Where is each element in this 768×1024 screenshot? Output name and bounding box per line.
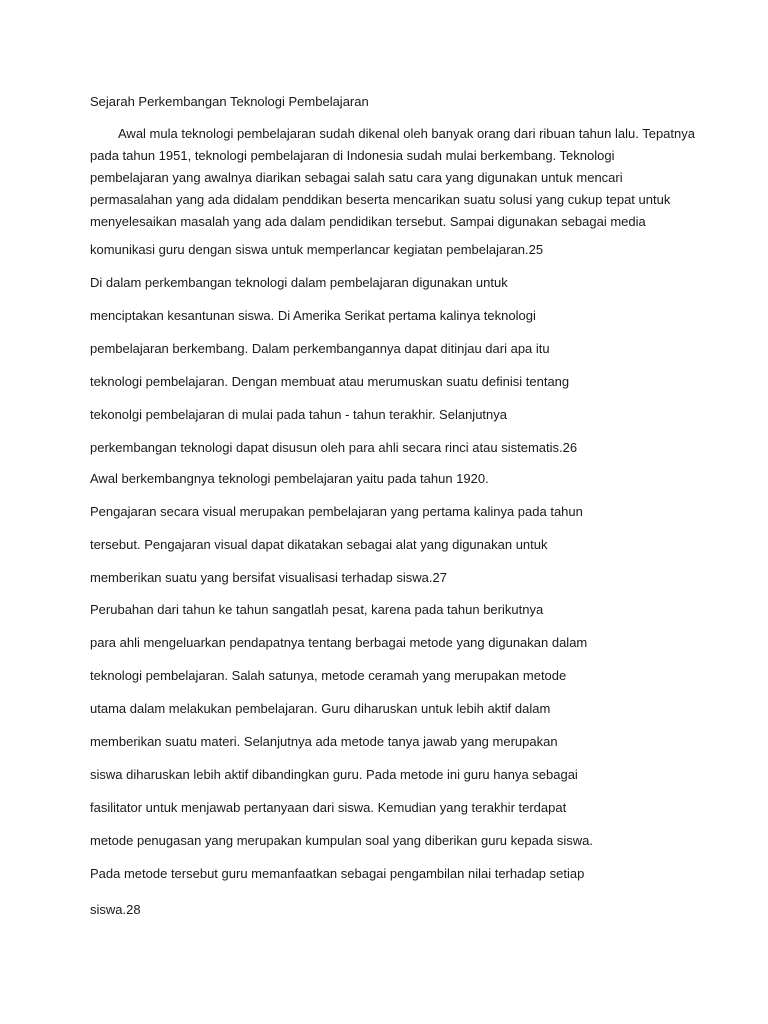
paragraph-line: Pengajaran secara visual merupakan pembelajaran yang pertama kalinya pada tahun <box>90 504 583 519</box>
paragraph-line: para ahli mengeluarkan pendapatnya tentang berbagai metode yang digunakan dalam <box>90 635 588 650</box>
paragraph-line: Awal berkembangnya teknologi pembelajaran yaitu pada tahun 1920. <box>90 471 489 486</box>
paragraph-line: pada tahun 1951, teknologi pembelajaran di Indonesia sudah mulai berkembang. Teknologi <box>90 148 615 163</box>
paragraph-line: utama dalam melakukan pembelajaran. Guru diharuskan untuk lebih aktif dalam <box>90 701 551 716</box>
paragraph-line: pembelajaran yang awalnya diarikan sebagai salah satu cara yang digunakan untuk mencari <box>90 170 623 185</box>
paragraph-line: pembelajaran berkembang. Dalam perkembangannya dapat ditinjau dari apa itu <box>90 341 550 356</box>
paragraph-line: Perubahan dari tahun ke tahun sangatlah pesat, karena pada tahun berikutnya <box>90 602 544 617</box>
paragraph-line: Awal mula teknologi pembelajaran sudah dikenal oleh banyak orang dari ribuan tahun lalu. Tepatnya <box>118 126 695 141</box>
paragraph-line: tekonolgi pembelajaran di mulai pada tahun - tahun terakhir. Selanjutnya <box>90 407 507 422</box>
paragraph-line: Pada metode tersebut guru memanfaatkan sebagai pengambilan nilai terhadap setiap <box>90 866 585 881</box>
paragraph-line: teknologi pembelajaran. Salah satunya, metode ceramah yang merupakan metode <box>90 668 567 683</box>
paragraph-line: permasalahan yang ada didalam penddikan beserta mencarikan suatu solusi yang cukup tepat untuk <box>90 192 671 207</box>
paragraph-line: siswa.28 <box>90 902 141 917</box>
paragraph-line: Di dalam perkembangan teknologi dalam pembelajaran digunakan untuk <box>90 275 508 290</box>
paragraph-line: perkembangan teknologi dapat disusun oleh para ahli secara rinci atau sistematis.26 <box>90 440 578 455</box>
paragraph-line: memberikan suatu yang bersifat visualisasi terhadap siswa.27 <box>90 570 447 585</box>
paragraph-line: komunikasi guru dengan siswa untuk memperlancar kegiatan pembelajaran.25 <box>90 242 544 257</box>
document-title: Sejarah Perkembangan Teknologi Pembelajaran <box>90 94 369 109</box>
paragraph-line: metode penugasan yang merupakan kumpulan soal yang diberikan guru kepada siswa. <box>90 833 593 848</box>
paragraph-line: menyelesaikan masalah yang ada dalam pendidikan tersebut. Sampai digunakan sebagai media <box>90 214 646 229</box>
paragraph-line: fasilitator untuk menjawab pertanyaan dari siswa. Kemudian yang terakhir terdapat <box>90 800 567 815</box>
paragraph-line: siswa diharuskan lebih aktif dibandingkan guru. Pada metode ini guru hanya sebagai <box>90 767 578 782</box>
paragraph-line: menciptakan kesantunan siswa. Di Amerika Serikat pertama kalinya teknologi <box>90 308 536 323</box>
paragraph-line: teknologi pembelajaran. Dengan membuat atau merumuskan suatu definisi tentang <box>90 374 570 389</box>
paragraph-line: tersebut. Pengajaran visual dapat dikatakan sebagai alat yang digunakan untuk <box>90 537 548 552</box>
paragraph-line: memberikan suatu materi. Selanjutnya ada metode tanya jawab yang merupakan <box>90 734 558 749</box>
